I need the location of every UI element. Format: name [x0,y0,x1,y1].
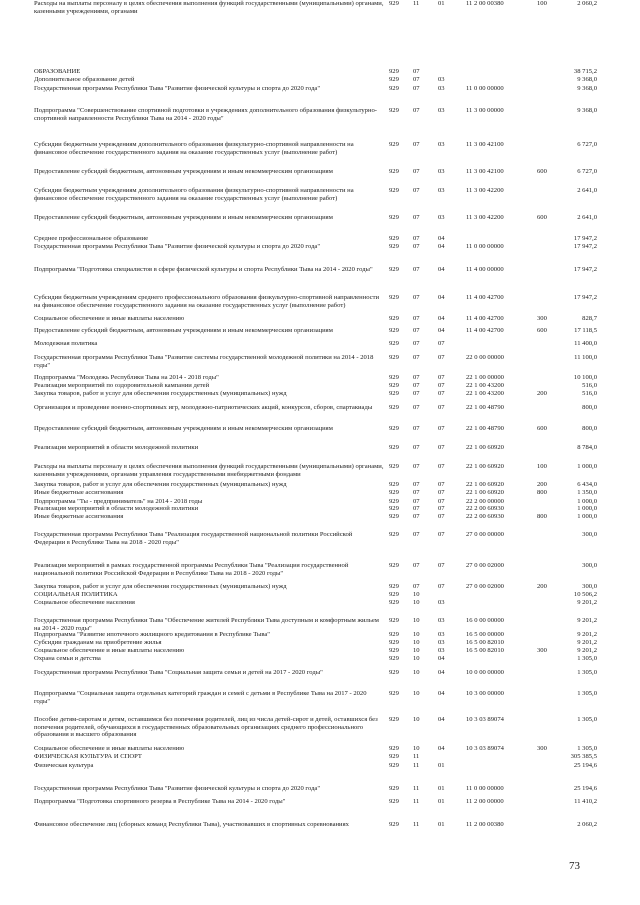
cell-pr: 07 [438,583,445,590]
cell-cs: 11 2 00 00380 [466,0,504,7]
cell-rz: 10 [413,617,420,624]
cell-cs: 11 2 00 00000 [466,798,504,805]
cell-cs: 22 1 00 00000 [466,374,504,381]
cell-vr: 300 [537,315,547,322]
cell-desc: Подпрограмма "Развитие ипотечного жилищного кредитования в Республике Тыва" [34,631,270,638]
cell-cs: 10 3 03 89074 [466,745,504,752]
cell-pr: 07 [438,425,445,432]
cell-grbs: 929 [389,655,399,662]
cell-cs: 11 3 00 42100 [466,141,504,148]
cell-vr: 300 [537,647,547,654]
cell-rz: 11 [413,753,420,760]
cell-pr: 07 [438,531,445,538]
cell-desc: Государственная программа Республики Тыва "Социальная защита семьи и детей на 2017 - 2020 годы" [34,669,323,676]
cell-rz: 11 [413,0,420,7]
cell-grbs: 929 [389,647,399,654]
cell-sum: 516,0 [582,382,597,389]
cell-grbs: 929 [389,444,399,451]
cell-sum: 25 194,6 [573,762,597,769]
cell-cs: 16 5 00 00000 [466,631,504,638]
cell-rz: 10 [413,591,420,598]
cell-rz: 07 [413,489,420,496]
cell-cs: 11 0 00 00000 [466,785,504,792]
cell-rz: 07 [413,498,420,505]
cell-grbs: 929 [389,821,399,828]
cell-desc: Закупка товаров, работ и услуг для обеспечения государственных (муниципальных) нужд [34,390,287,397]
cell-grbs: 929 [389,107,399,114]
cell-grbs: 929 [389,599,399,606]
cell-grbs: 929 [389,0,399,7]
cell-grbs: 929 [389,617,399,624]
cell-grbs: 929 [389,425,399,432]
cell-desc: Социальное обеспечение и иные выплаты населению [34,745,185,752]
cell-cs: 11 4 00 42700 [466,294,504,301]
cell-grbs: 929 [389,505,399,512]
cell-rz: 10 [413,669,420,676]
cell-cs: 11 0 00 00000 [466,85,504,92]
cell-cs: 27 0 00 02000 [466,583,504,590]
cell-pr: 07 [438,444,445,451]
cell-rz: 07 [413,513,420,520]
cell-rz: 07 [413,85,420,92]
cell-grbs: 929 [389,76,399,83]
cell-pr: 03 [438,599,445,606]
cell-desc: Предоставление субсидий бюджетным, автономным учреждениям и иным некоммерческим организациям [34,327,333,334]
cell-grbs: 929 [389,214,399,221]
cell-sum: 516,0 [582,390,597,397]
cell-pr: 03 [438,647,445,654]
cell-grbs: 929 [389,798,399,805]
cell-grbs: 929 [389,327,399,334]
cell-desc: Государственная программа Республики Тыва "Развитие физической культуры и спорта до 2020 года" [34,85,321,92]
cell-sum: 2 060,2 [577,821,597,828]
cell-grbs: 929 [389,382,399,389]
cell-sum: 2 060,2 [577,0,597,7]
cell-rz: 07 [413,214,420,221]
cell-sum: 8 784,0 [577,444,597,451]
cell-rz: 07 [413,266,420,273]
cell-vr: 200 [537,481,547,488]
cell-grbs: 929 [389,498,399,505]
cell-pr: 04 [438,716,445,723]
cell-desc: Охрана семьи и детства [34,655,101,662]
cell-cs: 22 0 00 00000 [466,354,504,361]
cell-rz: 07 [413,583,420,590]
cell-grbs: 929 [389,315,399,322]
cell-sum: 9 368,0 [577,107,597,114]
cell-grbs: 929 [389,669,399,676]
cell-pr: 07 [438,390,445,397]
cell-grbs: 929 [389,745,399,752]
cell-desc: Социальное обеспечение и иные выплаты населению [34,315,185,322]
cell-sum: 1 000,0 [577,463,597,470]
cell-cs: 11 3 00 42100 [466,168,504,175]
cell-pr: 03 [438,85,445,92]
cell-cs: 22 1 00 60920 [466,444,504,451]
cell-sum: 38 715,2 [573,68,597,75]
cell-cs: 22 2 00 00000 [466,498,504,505]
cell-vr: 100 [537,463,547,470]
cell-pr: 01 [438,0,445,7]
cell-cs: 10 0 00 00000 [466,669,504,676]
cell-rz: 07 [413,425,420,432]
cell-grbs: 929 [389,390,399,397]
cell-sum: 17 118,5 [574,327,597,334]
cell-desc: Субсидии гражданам на приобретение жилья [34,639,162,646]
cell-pr: 03 [438,107,445,114]
cell-desc: Предоставление субсидий бюджетным, автономным учреждениям и иным некоммерческим организациям [34,425,333,432]
cell-desc: Организация и проведение военно-спортивных игр, молодежно-патриотических акций, конкурсов, сборов, спартакиады [34,404,373,411]
cell-vr: 200 [537,583,547,590]
cell-rz: 11 [413,785,420,792]
cell-grbs: 929 [389,489,399,496]
cell-pr: 04 [438,669,445,676]
cell-sum: 9 201,2 [577,639,597,646]
cell-rz: 10 [413,647,420,654]
cell-sum: 1 305,0 [577,669,597,676]
cell-pr: 04 [438,690,445,697]
cell-pr: 07 [438,354,445,361]
cell-sum: 300,0 [582,531,597,538]
cell-pr: 07 [438,404,445,411]
cell-rz: 10 [413,599,420,606]
cell-sum: 6 727,0 [577,168,597,175]
cell-sum: 17 947,2 [573,294,597,301]
cell-grbs: 929 [389,141,399,148]
cell-rz: 07 [413,243,420,250]
cell-pr: 03 [438,617,445,624]
cell-sum: 9 201,2 [577,617,597,624]
cell-grbs: 929 [389,235,399,242]
cell-desc: ФИЗИЧЕСКАЯ КУЛЬТУРА И СПОРТ [34,753,142,760]
cell-sum: 6 434,0 [577,481,597,488]
cell-pr: 07 [438,481,445,488]
cell-cs: 16 5 00 82010 [466,639,504,646]
cell-grbs: 929 [389,753,399,760]
cell-rz: 07 [413,76,420,83]
cell-desc: Расходы на выплаты персоналу в целях обеспечения выполнения функций государственными (муниципальными) органами, казенными учреждениями, органами [34,0,384,15]
cell-desc: Физическая культура [34,762,94,769]
cell-grbs: 929 [389,531,399,538]
cell-grbs: 929 [389,591,399,598]
cell-pr: 07 [438,340,445,347]
cell-pr: 07 [438,463,445,470]
cell-pr: 01 [438,785,445,792]
cell-desc: Закупка товаров, работ и услуг для обеспечения государственных (муниципальных) нужд [34,481,287,488]
cell-pr: 04 [438,294,445,301]
cell-rz: 10 [413,639,420,646]
cell-vr: 300 [537,745,547,752]
cell-sum: 300,0 [582,562,597,569]
cell-grbs: 929 [389,716,399,723]
cell-rz: 07 [413,562,420,569]
cell-grbs: 929 [389,266,399,273]
cell-sum: 828,7 [582,315,597,322]
cell-cs: 22 2 00 60930 [466,505,504,512]
cell-grbs: 929 [389,354,399,361]
cell-desc: Финансовое обеспечение лиц (сборных команд Республики Тыва), участвовавших в спортивных соревнованиях [34,821,349,828]
cell-desc: Подпрограмма "Социальная защита отдельных категорий граждан и семей с детьми в Республике Тыва на 2017 - 2020 годы" [34,690,367,705]
cell-pr: 03 [438,631,445,638]
cell-cs: 11 3 00 42200 [466,187,504,194]
cell-sum: 1 305,0 [577,655,597,662]
cell-desc: Иные бюджетные ассигнования [34,513,124,520]
cell-rz: 07 [413,463,420,470]
cell-rz: 07 [413,354,420,361]
cell-rz: 07 [413,444,420,451]
cell-desc: Социальное обеспечение населения [34,599,135,606]
cell-grbs: 929 [389,631,399,638]
cell-desc: Пособие детям-сиротам и детям, оставшимся без попечения родителей, лиц из числа детей-сирот и детей, оставшихся без попечения родителей, обучающихся в государственных образовательных организациях среднего профессионального образования и высшего образования [34,716,378,739]
cell-rz: 11 [413,821,420,828]
cell-pr: 04 [438,266,445,273]
cell-sum: 11 400,0 [574,340,597,347]
cell-cs: 27 0 00 00000 [466,531,504,538]
cell-vr: 200 [537,390,547,397]
cell-cs: 11 4 00 42700 [466,327,504,334]
cell-sum: 9 201,2 [577,631,597,638]
cell-sum: 1 000,0 [577,513,597,520]
cell-pr: 07 [438,382,445,389]
cell-grbs: 929 [389,374,399,381]
cell-sum: 1 000,0 [577,498,597,505]
cell-pr: 03 [438,168,445,175]
cell-sum: 10 506,2 [573,591,597,598]
cell-sum: 800,0 [582,404,597,411]
cell-desc: Подпрограмма "Подготовка специалистов в сфере физической культуры и спорта Республики Тыва на 2014 - 2020 годы" [34,266,373,273]
cell-grbs: 929 [389,690,399,697]
cell-vr: 100 [537,0,547,7]
cell-cs: 11 3 00 42200 [466,214,504,221]
cell-sum: 300,0 [582,583,597,590]
cell-rz: 10 [413,690,420,697]
cell-rz: 07 [413,294,420,301]
cell-rz: 11 [413,762,420,769]
cell-desc: Предоставление субсидий бюджетным, автономным учреждениям и иным некоммерческим организациям [34,168,333,175]
cell-rz: 10 [413,745,420,752]
cell-desc: Социальное обеспечение и иные выплаты населению [34,647,185,654]
cell-desc: Расходы на выплаты персоналу в целях обеспечения выполнения функций государственными (муниципальными) органами, казенными учреждениями, органами управления государственными внебюджетными фондами [34,463,384,478]
cell-pr: 04 [438,315,445,322]
cell-desc: Подпрограмма "Подготовка спортивного резерва в Республике Тыва на 2014 - 2020 годы" [34,798,286,805]
cell-grbs: 929 [389,481,399,488]
cell-desc: Государственная программа Республики Тыва "Развитие физической культуры и спорта до 2020 года" [34,785,321,792]
cell-rz: 07 [413,481,420,488]
cell-cs: 11 4 00 42700 [466,315,504,322]
cell-cs: 11 4 00 00000 [466,266,504,273]
cell-desc: ОБРАЗОВАНИЕ [34,68,81,75]
cell-desc: Субсидии бюджетным учреждениям среднего профессионального образования физкультурно-спортивной направленности на финансовое обеспечение государственного задания на оказание государственных услуг (выполнение работ) [34,294,380,309]
cell-rz: 11 [413,798,420,805]
cell-desc: Иные бюджетные ассигнования [34,489,124,496]
cell-sum: 11 410,2 [574,798,597,805]
cell-cs: 10 3 03 89074 [466,716,504,723]
cell-pr: 03 [438,214,445,221]
cell-grbs: 929 [389,404,399,411]
cell-pr: 03 [438,639,445,646]
cell-grbs: 929 [389,68,399,75]
cell-sum: 2 641,0 [577,214,597,221]
cell-rz: 07 [413,187,420,194]
cell-sum: 1 305,0 [577,690,597,697]
cell-pr: 07 [438,374,445,381]
cell-cs: 16 0 00 00000 [466,617,504,624]
cell-desc: Подпрограмма "Ты - предприниматель" на 2014 - 2018 годы [34,498,203,505]
cell-rz: 07 [413,107,420,114]
cell-cs: 16 5 00 82010 [466,647,504,654]
cell-cs: 22 1 00 60920 [466,481,504,488]
cell-rz: 07 [413,531,420,538]
cell-pr: 01 [438,798,445,805]
cell-sum: 1 350,0 [577,489,597,496]
cell-desc: Реализация мероприятий в области молодежной политики [34,444,199,451]
cell-grbs: 929 [389,583,399,590]
cell-grbs: 929 [389,243,399,250]
cell-grbs: 929 [389,639,399,646]
cell-grbs: 929 [389,187,399,194]
cell-sum: 800,0 [582,425,597,432]
cell-sum: 17 947,2 [573,266,597,273]
cell-desc: СОЦИАЛЬНАЯ ПОЛИТИКА [34,591,118,598]
cell-grbs: 929 [389,785,399,792]
cell-cs: 22 1 00 48790 [466,404,504,411]
cell-pr: 03 [438,76,445,83]
cell-rz: 10 [413,655,420,662]
cell-grbs: 929 [389,463,399,470]
cell-rz: 07 [413,327,420,334]
cell-rz: 07 [413,505,420,512]
cell-sum: 1 305,0 [577,745,597,752]
cell-desc: Подпрограмма "Совершенствование спортивной подготовки в учреждениях дополнительного образования физкультурно-спортивной направленности Республики Тыва на 2014 - 2020 годы" [34,107,377,122]
cell-sum: 17 947,2 [573,243,597,250]
cell-grbs: 929 [389,513,399,520]
cell-cs: 27 0 00 02000 [466,562,504,569]
cell-sum: 305 385,5 [570,753,597,760]
cell-desc: Государственная программа Республики Тыва "Развитие системы государственной молодежной политики на 2014 - 2018 годы" [34,354,374,369]
cell-rz: 07 [413,315,420,322]
cell-desc: Закупка товаров, работ и услуг для обеспечения государственных (муниципальных) нужд [34,583,287,590]
cell-desc: Субсидии бюджетным учреждениям дополнительного образования физкультурно-спортивной направленности на финансовое обеспечение государственного задания на оказание государственных услуг (выполнение работ) [34,141,354,156]
cell-cs: 22 1 00 48790 [466,425,504,432]
cell-desc: Предоставление субсидий бюджетным, автономным учреждениям и иным некоммерческим организациям [34,214,333,221]
cell-pr: 01 [438,821,445,828]
cell-pr: 03 [438,187,445,194]
cell-cs: 11 3 00 00000 [466,107,504,114]
cell-pr: 04 [438,655,445,662]
cell-vr: 600 [537,327,547,334]
cell-sum: 9 368,0 [577,76,597,83]
cell-rz: 07 [413,374,420,381]
cell-grbs: 929 [389,762,399,769]
cell-sum: 1 305,0 [577,716,597,723]
cell-rz: 07 [413,235,420,242]
cell-vr: 800 [537,513,547,520]
cell-cs: 10 3 00 00000 [466,690,504,697]
cell-desc: Среднее профессиональное образование [34,235,149,242]
cell-rz: 07 [413,168,420,175]
cell-rz: 10 [413,631,420,638]
cell-sum: 2 641,0 [577,187,597,194]
cell-pr: 07 [438,513,445,520]
cell-pr: 01 [438,762,445,769]
cell-rz: 07 [413,141,420,148]
cell-desc: Государственная программа Республики Тыва "Развитие физической культуры и спорта до 2020 года" [34,243,321,250]
cell-sum: 11 100,0 [574,354,597,361]
cell-pr: 04 [438,243,445,250]
cell-cs: 22 1 00 43200 [466,390,504,397]
cell-desc: Реализация мероприятий в рамках государственной программы Республики Тыва "Реализация государственной национальной политики Российской Федерации в Республике Тыва на 2018 - 2020 годы" [34,562,349,577]
cell-sum: 6 727,0 [577,141,597,148]
cell-desc: Субсидии бюджетным учреждениям дополнительного образования физкультурно-спортивной направленности на финансовое обеспечение государственного задания на оказание государственных услуг (выполнение работ) [34,187,354,202]
cell-desc: Подпрограмма "Молодежь Республики Тыва на 2014 - 2018 годы" [34,374,219,381]
cell-sum: 9 368,0 [577,85,597,92]
cell-pr: 07 [438,505,445,512]
cell-rz: 07 [413,340,420,347]
cell-sum: 25 194,6 [573,785,597,792]
cell-vr: 600 [537,168,547,175]
cell-rz: 10 [413,716,420,723]
cell-sum: 1 000,0 [577,505,597,512]
cell-cs: 11 2 00 00380 [466,821,504,828]
cell-desc: Дополнительное образование детей [34,76,135,83]
cell-pr: 04 [438,745,445,752]
cell-pr: 04 [438,235,445,242]
cell-sum: 9 201,2 [577,599,597,606]
cell-sum: 9 201,2 [577,647,597,654]
cell-desc: Государственная программа Республики Тыва "Обеспечение жителей Республики Тыва доступным и комфортным жильем на 2014 - 2020 годы" [34,617,379,632]
cell-pr: 04 [438,327,445,334]
cell-pr: 03 [438,141,445,148]
cell-grbs: 929 [389,85,399,92]
cell-cs: 11 0 00 00000 [466,243,504,250]
cell-sum: 10 100,0 [573,374,597,381]
cell-vr: 600 [537,214,547,221]
cell-desc: Реализация мероприятий в области молодежной политики [34,505,199,512]
cell-desc: Молодежная политика [34,340,98,347]
cell-vr: 600 [537,425,547,432]
cell-rz: 07 [413,382,420,389]
cell-rz: 07 [413,404,420,411]
cell-pr: 07 [438,489,445,496]
cell-vr: 800 [537,489,547,496]
cell-grbs: 929 [389,294,399,301]
cell-cs: 22 2 00 60930 [466,513,504,520]
cell-grbs: 929 [389,340,399,347]
cell-grbs: 929 [389,562,399,569]
cell-pr: 07 [438,498,445,505]
cell-rz: 07 [413,68,420,75]
cell-desc: Государственная программа Республики Тыва "Реализация государственной национальной политики Российской Федерации в Республике Тыва на 2018 - 2020 годы" [34,531,353,546]
cell-sum: 17 947,2 [573,235,597,242]
cell-pr: 07 [438,562,445,569]
cell-cs: 22 1 00 43200 [466,382,504,389]
cell-rz: 07 [413,390,420,397]
cell-desc: Реализация мероприятий по оздоровительной кампании детей [34,382,210,389]
cell-cs: 22 1 00 60920 [466,463,504,470]
cell-grbs: 929 [389,168,399,175]
cell-cs: 22 1 00 60920 [466,489,504,496]
page-number: 73 [569,860,580,872]
